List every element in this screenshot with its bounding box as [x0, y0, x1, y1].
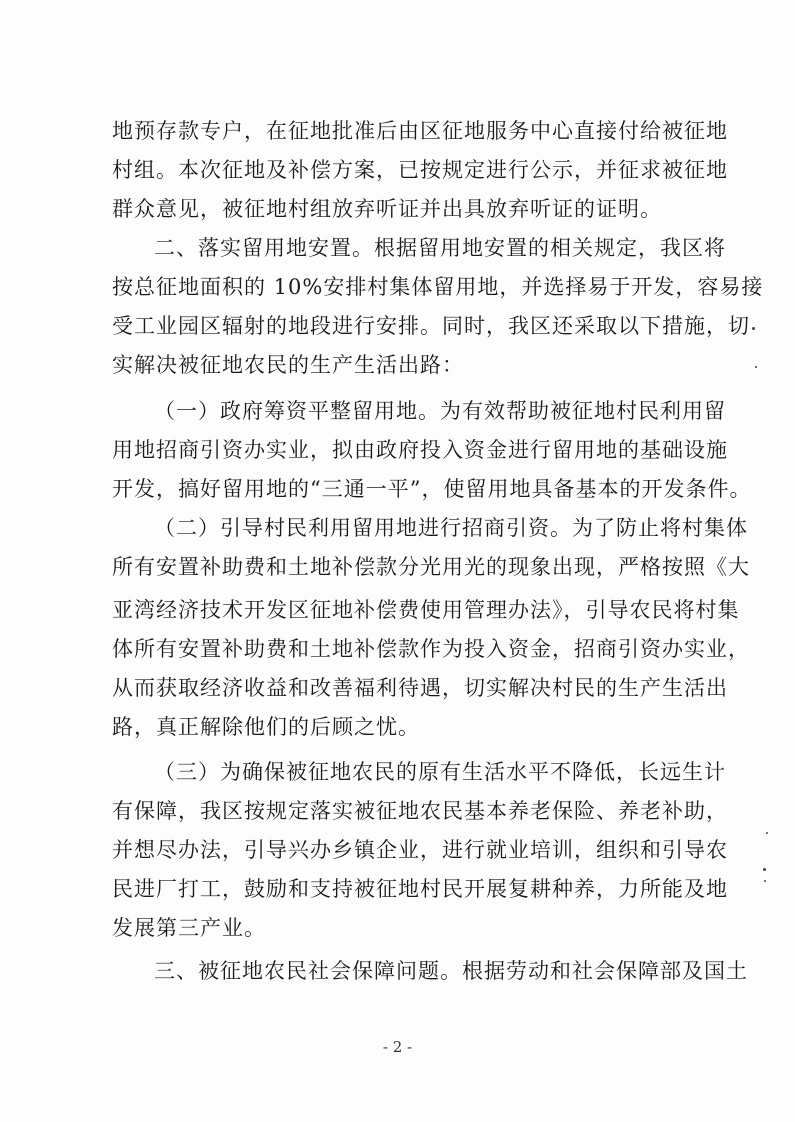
scan-speck	[764, 880, 766, 882]
text-line: 受工业园区辐射的地段进行安排。同时，我区还采取以下措施，切	[112, 314, 750, 338]
text-line: 实解决被征地农民的生产生活出路：	[112, 353, 464, 377]
subsection-heading-line: （一）政府筹资平整留用地。为有效帮助被征地村民利用留	[154, 399, 726, 423]
text-line: 所有安置补助费和土地补偿款分光用光的现象出现，严格按照《大	[112, 555, 750, 579]
text-line: 从而获取经济收益和改善福利待遇，切实解决村民的生产生活出	[112, 676, 728, 700]
text-line: 路，真正解除他们的后顾之忧。	[112, 715, 420, 739]
subsection-heading-line: （二）引导村民利用留用地进行招商引资。为了防止将村集体	[154, 516, 748, 540]
text-line: 亚湾经济技术开发区征地补偿费使用管理办法》，引导农民将村集	[112, 598, 740, 622]
text-line: 发展第三产业。	[112, 916, 266, 940]
scan-speck	[766, 832, 768, 834]
scan-speck	[763, 868, 766, 871]
text-line: 开发，搞好留用地的“三通一平”，使留用地具备基本的开发条件。	[112, 477, 752, 501]
page-number: - 2 -	[382, 1038, 413, 1056]
text-line: 并想尽办法，引导兴办乡镇企业，进行就业培训，组织和引导农	[112, 838, 728, 862]
section-heading-line: 二、落实留用地安置。根据留用地安置的相关规定，我区将	[154, 236, 726, 260]
text-line: 体所有安置补助费和土地补偿款作为投入资金，招商引资办实业，	[112, 637, 750, 661]
text-line: 有保障，我区按规定落实被征地农民基本养老保险、养老补助，	[112, 799, 728, 823]
scan-speck	[755, 366, 757, 368]
text-line: 村组。本次征地及补偿方案，已按规定进行公示，并征求被征地	[112, 158, 728, 182]
text-line: 用地招商引资办实业，拟由政府投入资金进行留用地的基础设施	[112, 438, 728, 462]
subsection-heading-line: （三）为确保被征地农民的原有生活水平不降低，长远生计	[154, 760, 726, 784]
text-line: 群众意见，被征地村组放弃听证并出具放弃听证的证明。	[112, 197, 662, 221]
text-line: 民进厂打工，鼓励和支持被征地村民开展复耕种养，力所能及地	[112, 877, 728, 901]
text-line: 地预存款专户，在征地批准后由区征地服务中心直接付给被征地	[112, 119, 728, 143]
section-heading-line: 三、被征地农民社会保障问题。根据劳动和社会保障部及国土	[154, 959, 748, 983]
text-line: 按总征地面积的 10%安排村集体留用地，并选择易于开发，容易接	[112, 275, 764, 299]
scan-speck	[752, 327, 755, 330]
